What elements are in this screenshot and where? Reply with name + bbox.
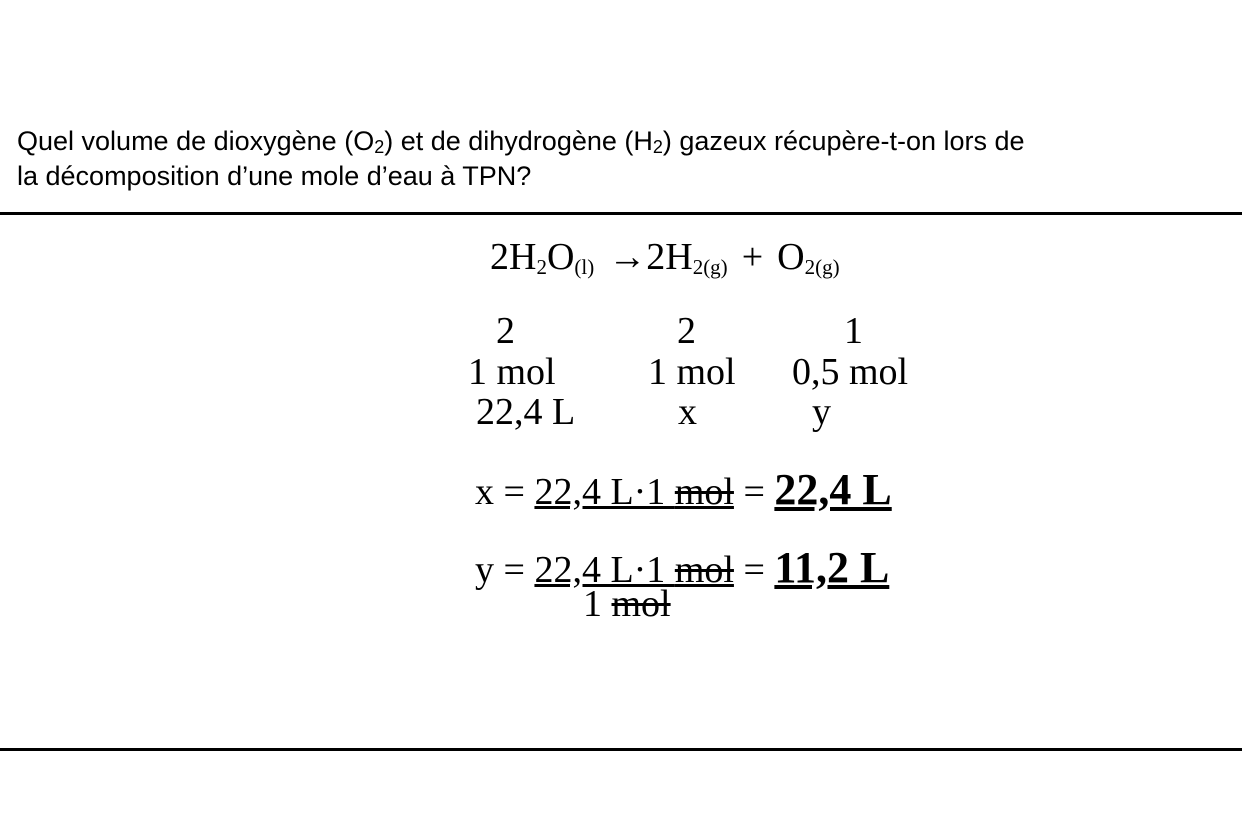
calc-y-equals: = <box>743 549 765 591</box>
volume-o2-y: y <box>812 391 831 433</box>
moles-h2: 1 mol <box>648 351 736 393</box>
calc-y-cancelled-unit: mol <box>674 549 734 591</box>
calc-x-lhs: x = <box>475 471 525 513</box>
calc-x-cancelled-unit: mol <box>674 471 734 513</box>
calc-y-den-cancelled-unit: mol <box>611 583 671 625</box>
calc-x-equals: = <box>743 471 765 513</box>
reactant-state: (l) <box>574 255 595 279</box>
reactant-o: O <box>546 236 575 278</box>
question-line-1 <box>17 124 1242 159</box>
question-text <box>17 124 1242 194</box>
product-h2: 2H <box>646 236 693 278</box>
question-sub-2: 2 <box>652 137 663 157</box>
calc-y-result: 11,2 L <box>774 543 890 592</box>
coef-o2: 1 <box>844 310 863 352</box>
plus-sign: + <box>741 236 764 278</box>
calc-y-numerator: 22,4 L·1 <box>534 549 675 591</box>
reactant-h-sub: 2 <box>536 255 547 279</box>
calc-y-den-value: 1 <box>583 583 612 625</box>
calculation-x <box>475 465 892 514</box>
top-divider <box>0 212 1242 215</box>
question-part-2: ) et de dihydrogène (H <box>384 126 653 156</box>
reactant-h: 2H <box>490 236 537 278</box>
product-o2-state: 2(g) <box>804 255 840 279</box>
product-h2-state: 2(g) <box>692 255 728 279</box>
calc-y-denominator <box>583 585 671 623</box>
calc-y-lhs: y = <box>475 549 525 591</box>
volume-water: 22,4 L <box>476 391 576 433</box>
question-part-1: Quel volume de dioxygène (O <box>17 126 375 156</box>
calc-x-result: 22,4 L <box>774 465 892 514</box>
moles-water: 1 mol <box>468 351 556 393</box>
product-o2: O <box>777 236 805 278</box>
coef-h2: 2 <box>677 310 696 352</box>
moles-o2: 0,5 mol <box>792 351 909 393</box>
coef-water: 2 <box>496 310 515 352</box>
calculation-y <box>475 543 890 592</box>
chemical-equation <box>490 236 840 279</box>
question-line-2: la décomposition d’une mole d’eau à TPN? <box>17 161 532 191</box>
reaction-arrow: → <box>608 236 647 278</box>
calc-x-numerator: 22,4 L·1 <box>534 471 675 513</box>
bottom-divider <box>0 748 1242 751</box>
volume-h2-x: x <box>678 391 697 433</box>
question-part-3: ) gazeux récupère-t-on lors de <box>662 126 1025 156</box>
question-sub-1: 2 <box>374 137 385 157</box>
